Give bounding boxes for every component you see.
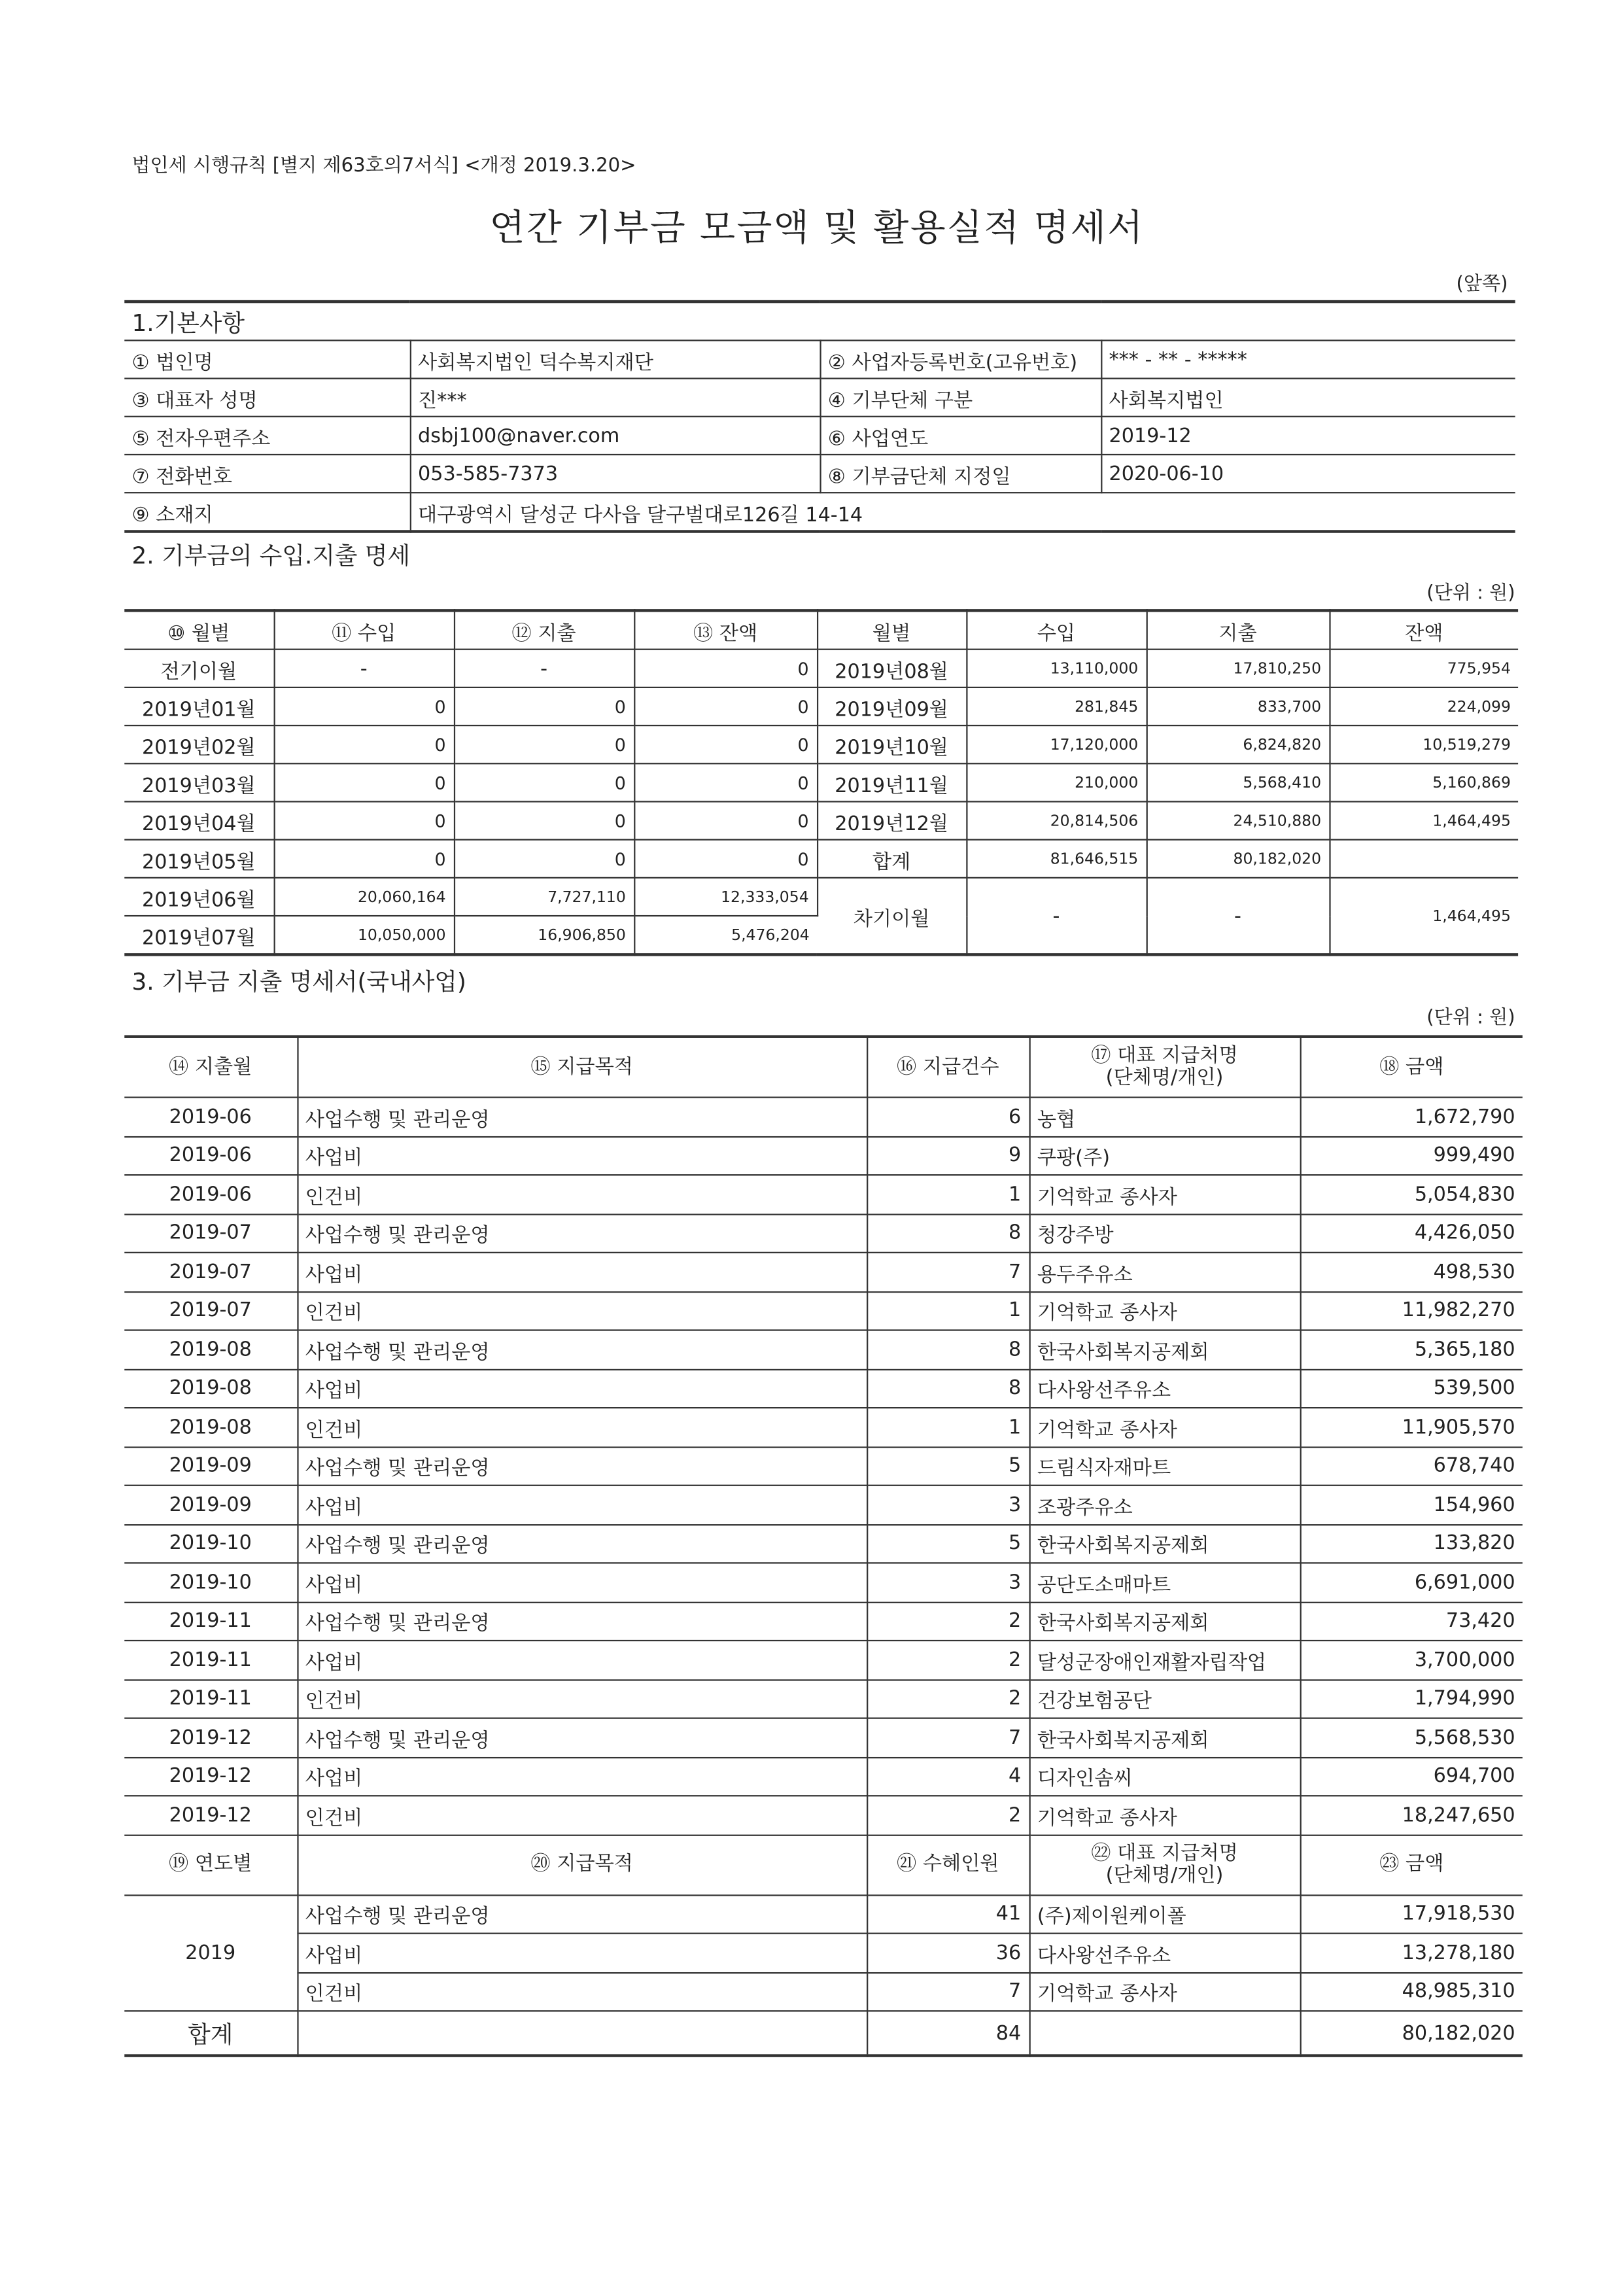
table-cell: 2019-06 [124,1175,297,1213]
table-cell: 2019-06 [124,1136,297,1175]
table-cell: 기억학교 종사자 [1029,1175,1300,1213]
table-cell: 498,530 [1300,1253,1523,1291]
column-header: 지출 [1147,610,1330,649]
table-cell: (주)제이원케이폴 [1029,1894,1300,1933]
field-value: 053-585-7373 [410,455,820,493]
table-cell: 2019년07월 [124,916,273,954]
table-cell: 사업비 [297,1369,867,1408]
field-value: 대구광역시 달성군 다사읍 달구벌대로126길 14-14 [410,493,1515,531]
table-cell: 2019년10월 [817,725,966,763]
table-cell: 5 [867,1524,1029,1563]
table-row [124,1408,1523,1446]
table-cell: 2019년05월 [124,840,273,878]
table-cell: 사업수행 및 관리운영 [297,1214,867,1253]
table-cell: 0 [634,763,817,801]
table-row [124,417,1515,455]
table-cell: 사업비 [297,1641,867,1679]
table-cell: 사업수행 및 관리운영 [297,1718,867,1757]
field-value: 2019-12 [1101,417,1515,455]
table-cell: 2019-07 [124,1214,297,1253]
table-cell: 한국사회복지공제회 [1029,1524,1300,1563]
table-cell: 공단도소매마트 [1029,1563,1300,1601]
basic-section-title: 1.기본사항 [124,302,1515,340]
table-cell [1029,2011,1300,2055]
income-section-title: 2. 기부금의 수입.지출 명세 [131,542,411,570]
table-cell: 24,510,880 [1147,801,1330,839]
table-cell: 8 [867,1214,1029,1253]
table-row [124,1175,1523,1213]
table-row [124,1972,1523,2011]
table-cell: 2 [867,1679,1029,1718]
table-cell: 210,000 [966,763,1146,801]
table-cell: 6,691,000 [1300,1563,1523,1601]
table-cell: 0 [274,840,454,878]
field-label: ② 사업자등록번호(고유번호) [820,340,1101,378]
table-cell: 81,646,515 [966,840,1146,878]
table-cell: 사업수행 및 관리운영 [297,1446,867,1485]
table-cell: 3,700,000 [1300,1641,1523,1679]
column-header: ⑯ 지급건수 [867,1037,1029,1098]
table-cell: 2019년09월 [817,687,966,725]
table-row [124,1679,1523,1718]
column-header: ⑪ 수입 [274,610,454,649]
table-cell: 사업수행 및 관리운영 [297,1602,867,1641]
table-row [124,1446,1523,1485]
table-cell: 2019년02월 [124,725,273,763]
table-cell: 사업비 [297,1253,867,1291]
table-cell: 0 [274,687,454,725]
table-cell: 2019-10 [124,1563,297,1601]
table-cell: 용두주유소 [1029,1253,1300,1291]
table-cell: 기억학교 종사자 [1029,1291,1300,1330]
table-cell: 17,918,530 [1300,1894,1523,1933]
table-cell: 1 [867,1408,1029,1446]
field-label: ⑨ 소재지 [124,493,409,531]
table-cell: 0 [274,801,454,839]
table-cell: 2019년11월 [817,763,966,801]
table-cell: 건강보험공단 [1029,1679,1300,1718]
column-header: 수입 [966,610,1146,649]
field-label: ⑦ 전화번호 [124,455,409,493]
table-row [124,1136,1523,1175]
table-cell: 청강주방 [1029,1214,1300,1253]
column-header: ⑱ 금액 [1300,1037,1523,1098]
table-cell: 10,050,000 [274,916,454,954]
table-cell: 0 [454,801,634,839]
table-cell: 224,099 [1329,687,1518,725]
table-cell: 인건비 [297,1972,867,2011]
table-cell: 8 [867,1369,1029,1408]
table-cell: 154,960 [1300,1486,1523,1524]
field-label: ③ 대표자 성명 [124,379,409,417]
table-row [124,763,1518,801]
table-cell: 7 [867,1253,1029,1291]
field-value: 사회복지법인 덕수복지재단 [410,340,820,378]
table-cell: 6,824,820 [1147,725,1330,763]
table-cell: - [274,650,454,687]
table-cell: 80,182,020 [1147,840,1330,878]
table-cell [1329,840,1518,878]
column-header: 잔액 [1329,610,1518,649]
table-cell: 16,906,850 [454,916,634,954]
expense-section-title: 3. 기부금 지출 명세서(국내사업) [131,967,466,996]
table-row [124,1291,1523,1330]
table-cell: 2019년12월 [817,801,966,839]
header-row [124,1037,1523,1098]
table-cell: 11,982,270 [1300,1291,1523,1330]
table-cell: - [454,650,634,687]
table-cell: 2 [867,1602,1029,1641]
table-cell: 0 [454,687,634,725]
table-cell: 10,519,279 [1329,725,1518,763]
header-row [124,610,1518,649]
field-label: ① 법인명 [124,340,409,378]
table-cell: 전기이월 [124,650,273,687]
column-header: 월별 [817,610,966,649]
table-row [124,687,1518,725]
table-cell: 5,160,869 [1329,763,1518,801]
table-cell: 2019-11 [124,1679,297,1718]
table-cell: 디자인솜씨 [1029,1757,1300,1796]
table-cell: 사업수행 및 관리운영 [297,1098,867,1136]
table-row [124,340,1515,378]
table-cell: 0 [634,650,817,687]
table-cell: 사업비 [297,1934,867,1972]
table-cell: 0 [634,801,817,839]
basic-info-table [124,300,1515,533]
table-cell: 11,905,570 [1300,1408,1523,1446]
table-cell: 694,700 [1300,1757,1523,1796]
table-cell: 999,490 [1300,1136,1523,1175]
table-cell: 0 [274,725,454,763]
table-cell: 84 [867,2011,1029,2055]
table-cell: 2019-09 [124,1446,297,1485]
column-header: ⑫ 지출 [454,610,634,649]
field-value: 2020-06-10 [1101,455,1515,493]
column-header: ㉒ 대표 지급처명 (단체명/개인) [1029,1835,1300,1895]
table-cell: 2019-11 [124,1641,297,1679]
table-cell: 2019-08 [124,1330,297,1368]
table-cell: 0 [634,725,817,763]
table-cell: 사업비 [297,1136,867,1175]
column-header: ⑭ 지출월 [124,1037,297,1098]
table-cell: 사업비 [297,1757,867,1796]
column-header: ㉓ 금액 [1300,1835,1523,1895]
table-cell: 한국사회복지공제회 [1029,1718,1300,1757]
table-row [124,1718,1523,1757]
table-cell: 1 [867,1175,1029,1213]
table-cell: 2019-10 [124,1524,297,1563]
table-row [124,650,1518,687]
table-cell: 기억학교 종사자 [1029,1796,1300,1834]
table-cell: 3 [867,1563,1029,1601]
table-cell: 5 [867,1446,1029,1485]
table-row [124,1602,1523,1641]
table-row [124,379,1515,417]
table-cell: 0 [454,840,634,878]
table-cell: 13,110,000 [966,650,1146,687]
table-cell: 9 [867,1136,1029,1175]
table-cell: 인건비 [297,1679,867,1718]
field-value: 진*** [410,379,820,417]
year-cell: 2019 [124,1894,297,2011]
table-cell: 사업비 [297,1563,867,1601]
table-row [124,493,1515,531]
section-header-row [124,302,1515,340]
table-row [124,801,1518,839]
table-cell: 41 [867,1894,1029,1933]
table-cell: 0 [634,840,817,878]
table-cell: 2019-09 [124,1486,297,1524]
table-cell: 1,464,495 [1329,801,1518,839]
column-header: ⑲ 연도별 [124,1835,297,1895]
table-cell: 인건비 [297,1175,867,1213]
table-cell: 합계 [124,2011,297,2055]
table-cell: 한국사회복지공제회 [1029,1330,1300,1368]
table-cell: 기억학교 종사자 [1029,1408,1300,1446]
table-cell: 5,476,204 [634,916,817,954]
table-cell: 인건비 [297,1796,867,1834]
field-label: ⑧ 기부금단체 지정일 [820,455,1101,493]
table-cell: 조광주유소 [1029,1486,1300,1524]
table-cell: 1,794,990 [1300,1679,1523,1718]
table-cell: 2019-12 [124,1796,297,1834]
table-cell: 7 [867,1718,1029,1757]
table-cell: 2019-12 [124,1757,297,1796]
table-cell: 2019-08 [124,1408,297,1446]
table-cell: 36 [867,1934,1029,1972]
table-cell: 6 [867,1098,1029,1136]
table-cell: 다사왕선주유소 [1029,1369,1300,1408]
carry-over-cell: - [1147,878,1330,955]
table-cell: 73,420 [1300,1602,1523,1641]
table-cell: 7,727,110 [454,878,634,916]
table-row [124,1330,1523,1368]
table-row [124,1641,1523,1679]
table-cell: 7 [867,1972,1029,2011]
table-row [124,1214,1523,1253]
table-cell: 합계 [817,840,966,878]
table-cell: 17,120,000 [966,725,1146,763]
table-cell: 0 [454,725,634,763]
column-header: ⑰ 대표 지급처명 (단체명/개인) [1029,1037,1300,1098]
table-cell: 사업수행 및 관리운영 [297,1894,867,1933]
income-unit: (단위 : 원) [1426,582,1515,605]
table-cell: 20,060,164 [274,878,454,916]
table-cell: 8 [867,1330,1029,1368]
table-cell: 2019년04월 [124,801,273,839]
table-cell: 사업비 [297,1486,867,1524]
table-cell: 0 [274,763,454,801]
table-cell: 인건비 [297,1408,867,1446]
table-cell: 2019-11 [124,1602,297,1641]
total-row [124,2011,1523,2055]
carry-over-cell: 차기이월 [817,878,966,955]
table-row [124,1486,1523,1524]
table-cell: 2019년03월 [124,763,273,801]
table-cell: 281,845 [966,687,1146,725]
table-row [124,1369,1523,1408]
table-cell: 13,278,180 [1300,1934,1523,1972]
table-row [124,1894,1523,1933]
table-cell: 678,740 [1300,1446,1523,1485]
table-cell: 1,672,790 [1300,1098,1523,1136]
table-cell: 다사왕선주유소 [1029,1934,1300,1972]
expense-detail-table [124,1035,1523,2057]
table-cell: 한국사회복지공제회 [1029,1602,1300,1641]
table-cell: 5,568,530 [1300,1718,1523,1757]
table-cell: 4,426,050 [1300,1214,1523,1253]
field-label: ④ 기부단체 구분 [820,379,1101,417]
table-row [124,1098,1523,1136]
carry-over-cell: - [966,878,1146,955]
table-cell: 농협 [1029,1098,1300,1136]
form-number: 법인세 시행규칙 [별지 제63호의7서식] <개정 2019.3.20> [131,155,636,177]
table-cell: 12,333,054 [634,878,817,916]
table-cell: 539,500 [1300,1369,1523,1408]
table-cell: 사업수행 및 관리운영 [297,1330,867,1368]
table-row [124,878,1518,916]
table-cell: 1 [867,1291,1029,1330]
table-row [124,1253,1523,1291]
column-header: ⑬ 잔액 [634,610,817,649]
table-row [124,1934,1523,1972]
expense-unit: (단위 : 원) [1426,1007,1515,1030]
table-cell: 4 [867,1757,1029,1796]
table-cell: 0 [454,763,634,801]
table-cell: 2019-07 [124,1291,297,1330]
table-cell: 사업수행 및 관리운영 [297,1524,867,1563]
table-cell: 17,810,250 [1147,650,1330,687]
field-value: dsbj100@naver.com [410,417,820,455]
table-cell: 20,814,506 [966,801,1146,839]
field-value: *** - ** - ***** [1101,340,1515,378]
table-cell: 80,182,020 [1300,2011,1523,2055]
table-cell: 48,985,310 [1300,1972,1523,2011]
table-cell: 2019년06월 [124,878,273,916]
table-cell: 775,954 [1329,650,1518,687]
table-row [124,455,1515,493]
table-row [124,1524,1523,1563]
table-row [124,840,1518,878]
table-cell [297,2011,867,2055]
table-row [124,725,1518,763]
table-cell: 쿠팡(주) [1029,1136,1300,1175]
table-cell: 0 [634,687,817,725]
page-title: 연간 기부금 모금액 및 활용실적 명세서 [489,206,1145,249]
front-side-label: (앞쪽) [1456,273,1508,296]
income-expense-table [124,609,1518,956]
table-cell: 18,247,650 [1300,1796,1523,1834]
column-header: ⑳ 지급목적 [297,1835,867,1895]
column-header: ⑩ 월별 [124,610,273,649]
table-cell: 833,700 [1147,687,1330,725]
table-cell: 2019년08월 [817,650,966,687]
column-header: ㉑ 수혜인원 [867,1835,1029,1895]
table-cell: 2019-07 [124,1253,297,1291]
field-label: ⑥ 사업연도 [820,417,1101,455]
header-row [124,1835,1523,1895]
table-cell: 133,820 [1300,1524,1523,1563]
table-cell: 2019-06 [124,1098,297,1136]
table-row [124,1796,1523,1834]
table-row [124,1757,1523,1796]
table-cell: 2019년01월 [124,687,273,725]
table-cell: 2 [867,1641,1029,1679]
carry-over-cell: 1,464,495 [1329,878,1518,955]
table-cell: 5,365,180 [1300,1330,1523,1368]
table-cell: 2019-12 [124,1718,297,1757]
table-cell: 기억학교 종사자 [1029,1972,1300,2011]
field-label: ⑤ 전자우편주소 [124,417,409,455]
table-cell: 5,054,830 [1300,1175,1523,1213]
column-header: ⑮ 지급목적 [297,1037,867,1098]
table-cell: 달성군장애인재활자립작업 [1029,1641,1300,1679]
table-row [124,1563,1523,1601]
table-cell: 2019-08 [124,1369,297,1408]
table-cell: 3 [867,1486,1029,1524]
field-value: 사회복지법인 [1101,379,1515,417]
table-cell: 드림식자재마트 [1029,1446,1300,1485]
table-cell: 5,568,410 [1147,763,1330,801]
table-cell: 2 [867,1796,1029,1834]
table-cell: 인건비 [297,1291,867,1330]
